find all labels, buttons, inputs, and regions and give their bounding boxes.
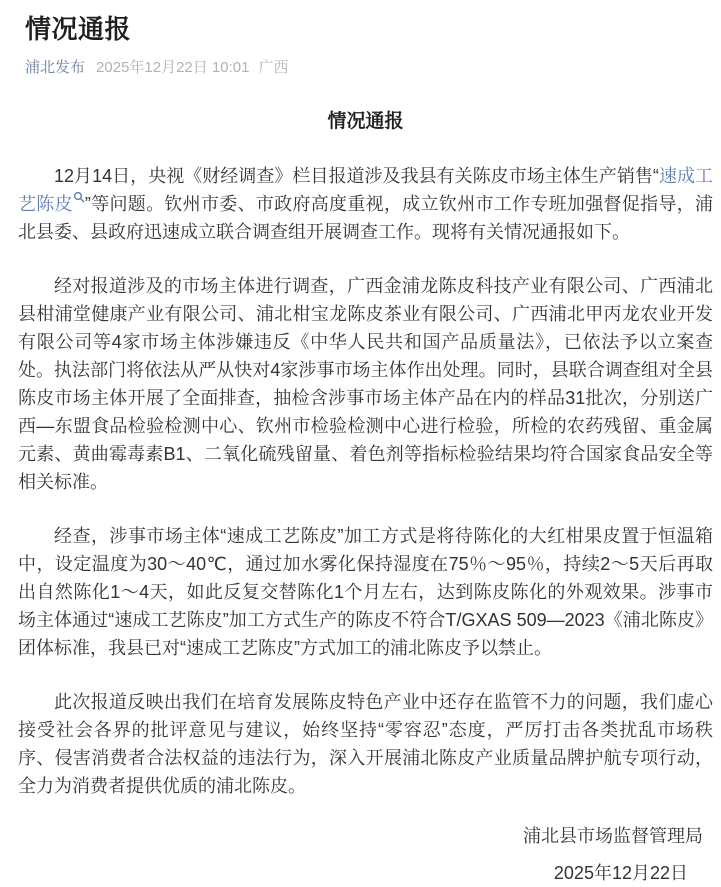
signature-agency: 浦北县市场监督管理局 — [523, 826, 703, 846]
search-icon[interactable] — [73, 191, 85, 203]
page-title: 情况通报 — [25, 14, 132, 44]
paragraph-1 — [18, 162, 713, 246]
paragraph-1-text-after: ”等问题。钦州市委、市政府高度重视，成立钦州市工作专班加强督促指导，浦北县委、县政府迅速成立联合调查组开展调查工作。现将有关情况通报如下。 — [18, 194, 714, 242]
article-heading: 情况通报 — [327, 111, 404, 132]
paragraph-3: 经查，涉事市场主体“速成工艺陈皮”加工方式是将待陈化的大红柑果皮置于恒温箱中，设定温度为30～40℃，通过加水雾化保持湿度在75％～95％，持续2～5天后再取出自然陈化1～4天，如此反复交替陈化1个月左右，达到陈皮陈化的外观效果。涉事市场主体通过“速成工艺陈皮”加工方式生产的陈皮不符合T/GXAS 509—2023《浦北陈皮》团体标准，我县已对“速成工艺陈皮”方式加工的浦北陈皮予以禁止。 — [18, 526, 713, 658]
search-link-label[interactable]: 速成工艺陈皮 — [18, 166, 714, 214]
paragraph-2: 经对报道涉及的市场主体进行调查，广西金浦龙陈皮科技产业有限公司、广西浦北县柑浦堂健康产业有限公司、浦北柑宝龙陈皮茶业有限公司、广西浦北甲丙龙农业开发有限公司等4家市场主体涉嫌违反《中华人民共和国产品质量法》，已依法予以立案查处。执法部门将依法从严从快对4家涉事市场主体作出处理。同时，县联合调查组对全县陈皮市场主体开展了全面排查，抽检含涉事市场主体产品在内的样品31批次，分别送广西—东盟食品检验检测中心、钦州市检验检测中心进行检验，所检的农药残留、重金属元素、黄曲霉毒素B1、二氧化硫残留量、着色剂等指标检验结果均符合国家食品安全等相关标准。 — [18, 276, 713, 492]
publish-location: 广西 — [258, 59, 289, 76]
byline — [0, 45, 721, 78]
account-name-link[interactable]: 浦北发布 — [25, 59, 86, 76]
article-body — [0, 110, 721, 887]
signature-block — [18, 822, 713, 887]
publish-datetime: 2025年12月22日 10:01 — [96, 59, 250, 76]
paragraph-4: 此次报道反映出我们在培育发展陈皮特色产业中还存在监管不力的问题，我们虚心接受社会各界的批评意见与建议，始终坚持“零容忍”态度，严厉打击各类扰乱市场秩序、侵害消费者合法权益的违法行为，深入开展浦北陈皮产业质量品牌护航专项行动，全力为消费者提供优质的浦北陈皮。 — [18, 692, 713, 796]
signature-date: 2025年12月22日 — [553, 863, 688, 883]
paragraph-1-text-before: 12月14日，央视《财经调查》栏目报道涉及我县有关陈皮市场主体生产销售“ — [54, 166, 659, 186]
